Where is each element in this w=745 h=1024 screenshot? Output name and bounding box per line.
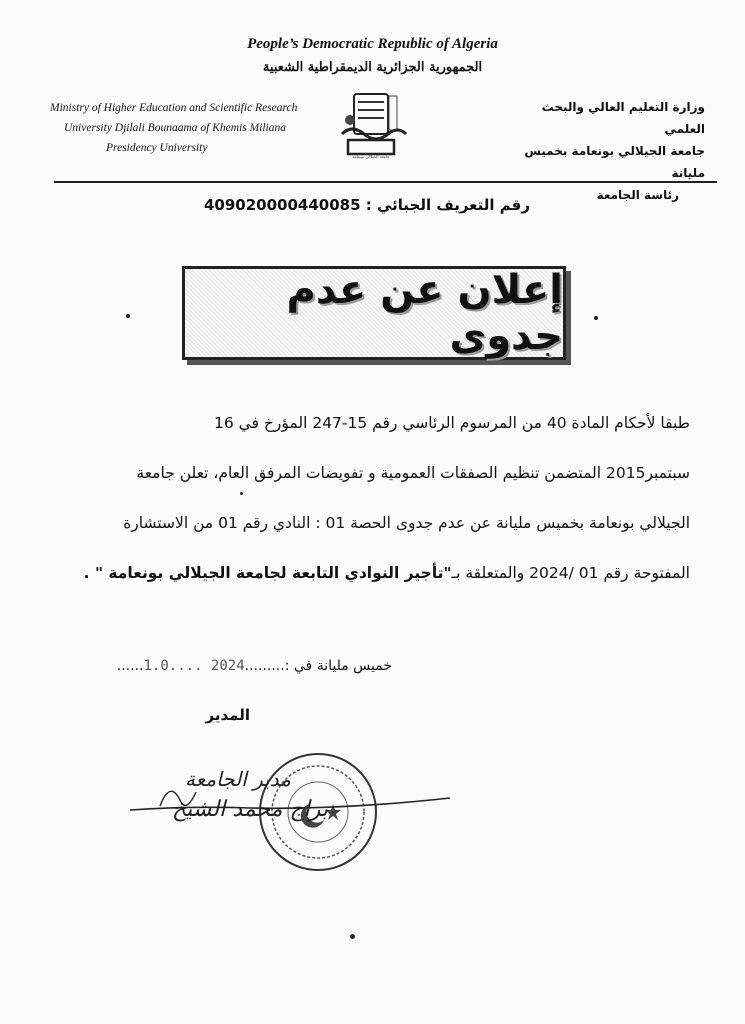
presidency-ar: رئاسة الجامعة bbox=[596, 188, 679, 202]
body-line-1: طبقا لأحكام المادة 40 من المرسوم الرئاسي رقم 15-247 المؤرخ في 16 bbox=[213, 414, 690, 432]
body-line-3: الجيلالي بونعامة بخميس مليانة عن عدم جدوى الحصة 01 : النادي رقم 01 من الاستشارة bbox=[123, 514, 690, 532]
university-logo bbox=[328, 90, 414, 160]
institution-header-en bbox=[50, 98, 320, 158]
ministry-en: Ministry of Higher Education and Scientific Research bbox=[50, 102, 298, 114]
presidency-en: Presidency University bbox=[106, 142, 208, 154]
body-line-4-plain: المفتوحة رقم 01 /2024 والمتعلقة بـ bbox=[451, 564, 690, 582]
logo-caption: جامعة الجيلالي بونعامة bbox=[352, 154, 390, 159]
signature-and-stamp bbox=[100, 734, 460, 874]
announcement-title-box bbox=[182, 266, 566, 360]
place-date-dots-end: ...... bbox=[116, 658, 144, 674]
scan-speck bbox=[350, 934, 355, 939]
header-divider bbox=[54, 181, 717, 183]
body-line-2: سبتمبر2015 المتضمن تنظيم الصفقات العمومية و تفويضات المرفق العام، تعلن جامعة bbox=[136, 464, 690, 482]
university-en: University Djilali Bounaama of Khemis Miliana bbox=[64, 122, 286, 134]
republic-name-ar: الجمهورية الجزائرية الديمقراطية الشعبية bbox=[262, 60, 483, 75]
place-date-line bbox=[80, 658, 392, 674]
institution-header-ar bbox=[505, 96, 705, 206]
body-line-4-bold: "تأجير النوادي التابعة لجامعة الجيلالي بونعامة " . bbox=[83, 564, 452, 582]
university-ar: جامعة الجيلالي بونعامة بخميس مليانة bbox=[524, 144, 705, 180]
scan-speck bbox=[126, 314, 130, 318]
ministry-ar: وزارة التعليم العالي والبحث العلمي bbox=[541, 100, 705, 136]
tax-id-value: 409020000440085 bbox=[203, 196, 361, 214]
body-line-4 bbox=[54, 548, 690, 598]
announcement-title: إعلان عن عدم جدوى bbox=[286, 267, 563, 359]
republic-name-en: People’s Democratic Republic of Algeria bbox=[247, 36, 498, 52]
place-date-dots: ......... bbox=[244, 658, 285, 674]
signature-name: براج محمد الشيخ bbox=[171, 797, 329, 822]
scan-speck bbox=[594, 316, 598, 320]
scan-speck bbox=[240, 492, 243, 495]
director-label: المدير bbox=[205, 706, 250, 724]
signature-title: مدير الجامعة bbox=[185, 767, 291, 791]
announcement-body bbox=[54, 398, 690, 598]
place-date-handwritten: 2024 ....1.0 bbox=[143, 658, 245, 674]
tax-id-line bbox=[200, 196, 530, 214]
tax-id-label: رقم التعريف الجبائي : bbox=[360, 196, 530, 214]
place-date-label: خميس مليانة في : bbox=[284, 658, 392, 674]
